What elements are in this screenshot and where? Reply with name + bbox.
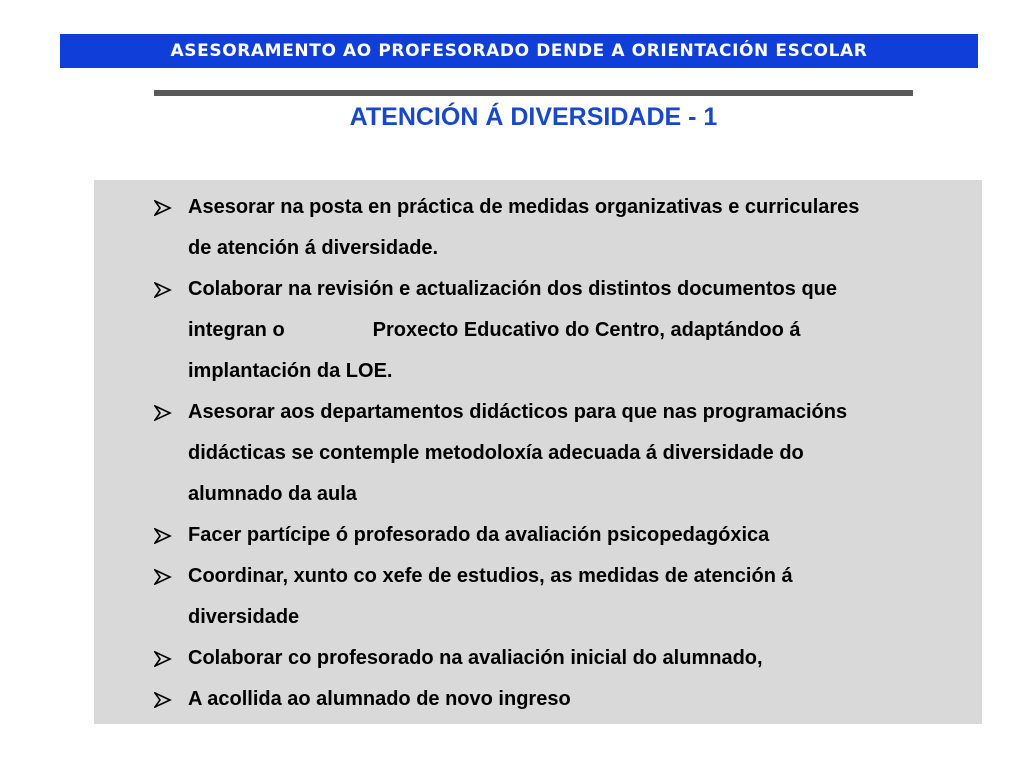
bullet-line: Colaborar co profesorado na avaliación inicial do alumnado, [188, 647, 763, 669]
bullet-line: alumnado da aula [188, 483, 357, 505]
bullet-line: Asesorar aos departamentos didácticos para que nas programacións [188, 401, 848, 423]
bullet-item [154, 515, 969, 556]
bullet-item [154, 392, 969, 515]
bullet-list [154, 187, 969, 720]
bullet-line-part: Proxecto Educativo do Centro, adaptándoo á [372, 319, 801, 341]
bullet-line: Facer partícipe ó profesorado da avaliación psicopedagóxica [188, 524, 770, 546]
bullet-line: de atención á diversidade. [188, 237, 439, 259]
arrow-bullet-icon [154, 528, 172, 544]
arrow-bullet-icon [154, 569, 172, 585]
bullet-item [154, 187, 969, 269]
arrow-bullet-icon [154, 692, 172, 708]
header-banner [60, 34, 978, 68]
bullet-line: A acollida ao alumnado de novo ingreso [188, 688, 571, 710]
banner-text: ASESORAMENTO AO PROFESORADO DENDE A ORIENTACIÓN ESCOLAR [170, 41, 868, 61]
bullet-item [154, 269, 969, 392]
arrow-bullet-icon [154, 282, 172, 298]
bullet-line-part: integran o [188, 319, 285, 341]
slide-title: ATENCIÓN Á DIVERSIDADE - 1 [349, 103, 718, 131]
bullet-line: Colaborar na revisión e actualización dos distintos documentos que [188, 278, 838, 300]
arrow-bullet-icon [154, 200, 172, 216]
content-panel [94, 180, 982, 724]
bullet-line: Asesorar na posta en práctica de medidas organizativas e curriculares [188, 196, 860, 218]
bullet-line: Coordinar, xunto co xefe de estudios, as medidas de atención á [188, 565, 793, 587]
arrow-bullet-icon [154, 651, 172, 667]
bullet-line: diversidade [188, 606, 300, 628]
bullet-line: didácticas se contemple metodoloxía adecuada á diversidade do [188, 442, 804, 464]
bullet-line: implantación da LOE. [188, 360, 393, 382]
bullet-item [154, 556, 969, 638]
arrow-bullet-icon [154, 405, 172, 421]
bullet-line-split [188, 310, 969, 351]
bullet-item [154, 679, 969, 720]
bullet-item [154, 638, 969, 679]
title-divider [154, 90, 913, 96]
